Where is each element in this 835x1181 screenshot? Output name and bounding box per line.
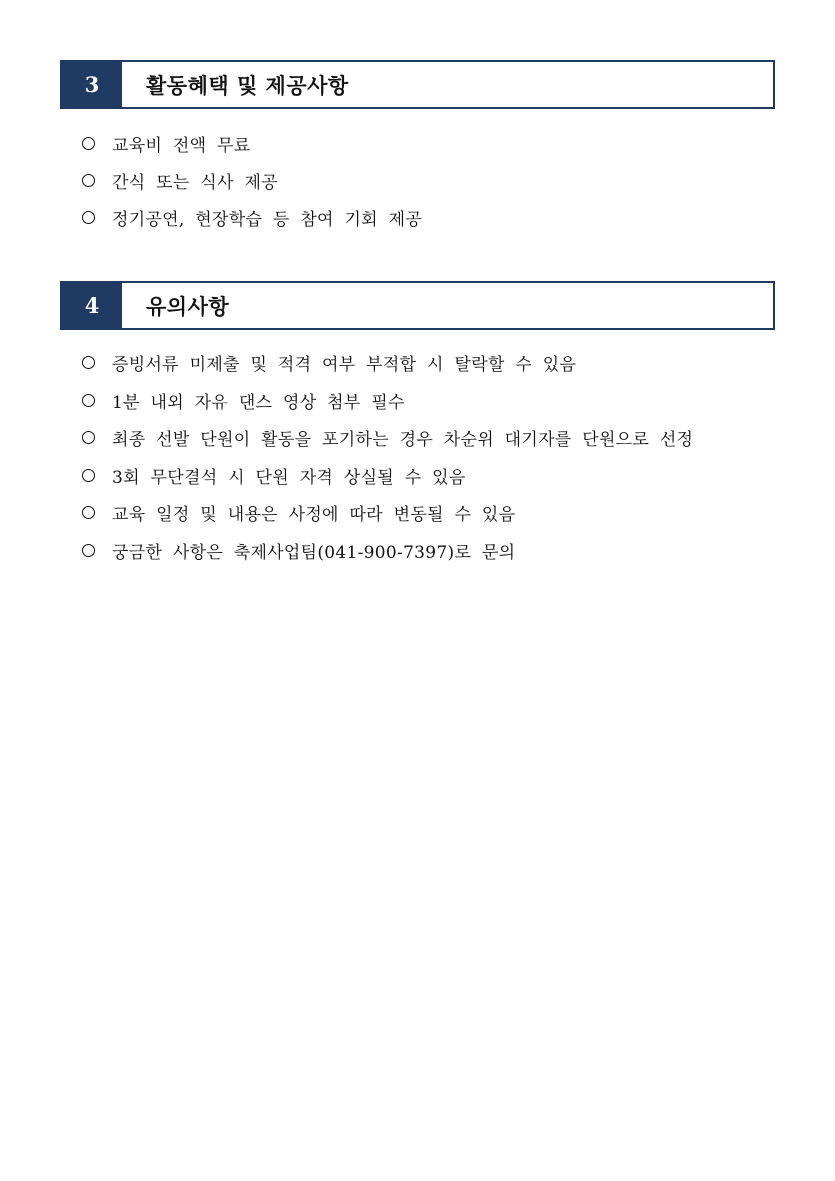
list-item <box>82 494 693 532</box>
list-item <box>82 199 422 236</box>
list-item-text: 궁금한 사항은 축제사업팀(041-900-7397)로 문의 <box>112 542 516 563</box>
hollow-circle-bullet-icon <box>82 469 95 482</box>
notes-list <box>82 344 693 569</box>
list-item <box>82 419 693 457</box>
hollow-circle-bullet-icon <box>82 394 95 407</box>
list-item-text: 정기공연, 현장학습 등 참여 기회 제공 <box>112 210 423 230</box>
list-item-text: 교육 일정 및 내용은 사정에 따라 변동될 수 있음 <box>112 505 516 526</box>
list-item-text: 간식 또는 식사 제공 <box>112 173 278 193</box>
section-number: 3 <box>62 62 122 107</box>
list-item <box>82 382 693 420</box>
section-title: 유의사항 <box>146 294 230 319</box>
list-item-text: 교육비 전액 무료 <box>112 136 251 156</box>
list-item-text: 3회 무단결석 시 단원 자격 상실될 수 있음 <box>112 467 466 488</box>
hollow-circle-bullet-icon <box>82 211 95 224</box>
list-item-text: 최종 선발 단원이 활동을 포기하는 경우 차순위 대기자를 단원으로 선정 <box>112 430 694 451</box>
list-item <box>82 125 422 162</box>
list-item-text: 증빙서류 미제출 및 적격 여부 부적합 시 탈락할 수 있음 <box>112 355 577 376</box>
hollow-circle-bullet-icon <box>82 544 95 557</box>
list-item <box>82 457 693 495</box>
section-title: 활동혜택 및 제공사항 <box>146 73 349 98</box>
list-item <box>82 344 693 382</box>
section-header-notes <box>60 281 775 330</box>
hollow-circle-bullet-icon <box>82 356 95 369</box>
benefits-list <box>82 125 422 236</box>
hollow-circle-bullet-icon <box>82 137 95 150</box>
hollow-circle-bullet-icon <box>82 431 95 444</box>
section-header-benefits <box>60 60 775 109</box>
list-item-text: 1분 내외 자유 댄스 영상 첨부 필수 <box>112 392 405 413</box>
section-number: 4 <box>62 283 122 328</box>
hollow-circle-bullet-icon <box>82 174 95 187</box>
list-item <box>82 532 693 570</box>
hollow-circle-bullet-icon <box>82 506 95 519</box>
list-item <box>82 162 422 199</box>
